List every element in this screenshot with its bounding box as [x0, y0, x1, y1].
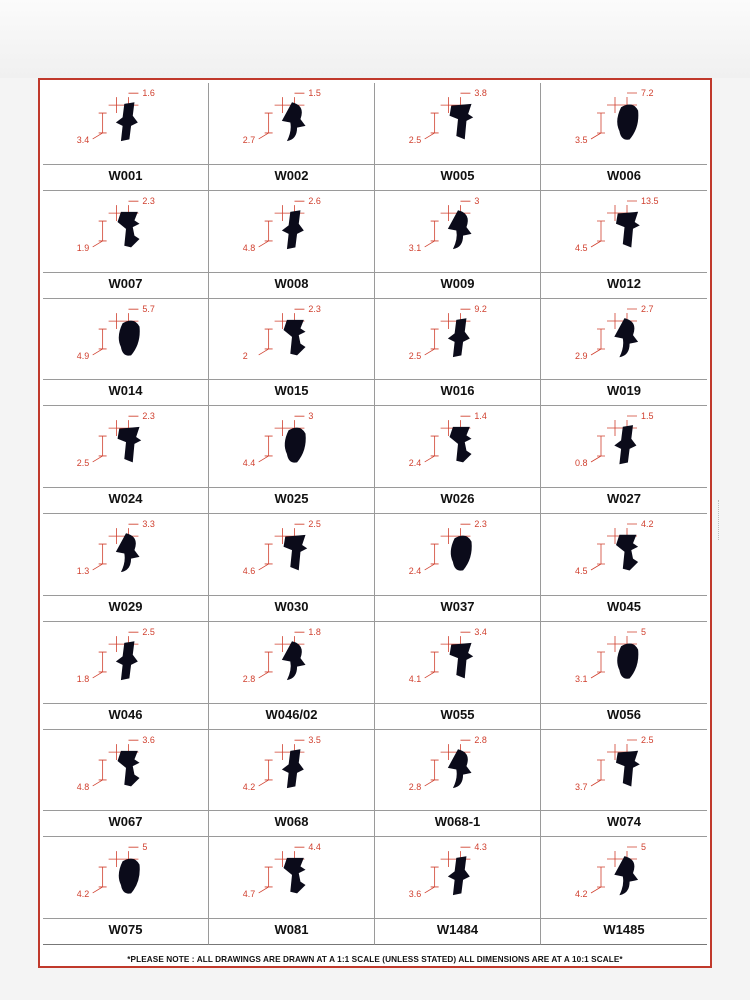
- profile-drawing: [43, 406, 208, 486]
- profile-drawing: [541, 730, 707, 810]
- profile-drawing-svg: [541, 406, 707, 486]
- seal-profile-icon: [616, 750, 640, 786]
- dimension-label-width: 5.7: [142, 303, 155, 314]
- dimension-label-height: 3.4: [76, 134, 90, 145]
- dimension-label-width: 2.8: [474, 734, 487, 745]
- seal-profile-icon: [448, 210, 472, 249]
- dimension-label-height: 4.2: [575, 889, 588, 900]
- dimension-label-width: 5: [641, 626, 647, 637]
- dimension-lines: [93, 867, 107, 893]
- profile-drawing-svg: [541, 622, 707, 702]
- dimension-lines: [259, 113, 273, 139]
- dimension-label-width: 1.5: [308, 88, 321, 99]
- seal-profile-icon: [450, 104, 474, 139]
- dimension-label-width: 3.6: [142, 734, 155, 745]
- seal-profile-icon: [119, 859, 140, 894]
- dimension-label-height: 4.9: [76, 350, 90, 361]
- seal-profile-icon: [116, 102, 138, 141]
- profile-cell: [375, 83, 541, 191]
- dimension-lines: [93, 544, 107, 570]
- dimension-label-width: 2.7: [641, 303, 654, 314]
- seal-profile-icon: [282, 210, 304, 249]
- profile-drawing: [375, 730, 540, 810]
- dimension-label-width: 2.5: [308, 519, 321, 530]
- dimension-lines: [259, 329, 273, 355]
- dimension-lines: [591, 329, 605, 355]
- profile-drawing: [43, 191, 208, 271]
- profile-drawing: [43, 730, 208, 810]
- profile-code: W046: [43, 703, 208, 725]
- profile-drawing: [541, 622, 707, 702]
- dimension-label-height: 2.8: [408, 781, 422, 792]
- dimension-lines: [591, 544, 605, 570]
- seal-profile-icon: [284, 319, 306, 354]
- dimension-lines: [425, 436, 439, 462]
- seal-profile-icon: [282, 749, 304, 788]
- profile-drawing-svg: [209, 514, 374, 594]
- profile-drawing: [209, 622, 374, 702]
- profile-code: W081: [209, 918, 374, 940]
- profile-drawing-svg: [541, 514, 707, 594]
- page-header-fade: [0, 0, 750, 78]
- dimension-label-width: 1.4: [474, 411, 487, 422]
- dimension-lines: [259, 652, 273, 678]
- dimension-label-height: 2.5: [76, 458, 90, 469]
- dimension-label-width: 3: [308, 411, 314, 422]
- dimension-label-height: 2.8: [242, 673, 256, 684]
- dimension-label-height: 2.5: [408, 134, 422, 145]
- dimension-label-width: 2.6: [308, 195, 321, 206]
- dimension-label-width: 4.2: [641, 519, 654, 529]
- profile-drawing-svg: [209, 299, 374, 379]
- profile-cell: [43, 730, 209, 838]
- dimension-lines: [425, 221, 439, 247]
- seal-profile-icon: [450, 427, 472, 462]
- dimension-label-height: 4.2: [76, 889, 90, 900]
- dimension-lines: [259, 221, 273, 247]
- dimension-label-height: 2: [242, 350, 248, 361]
- profile-code: W055: [375, 703, 540, 725]
- seal-profile-icon: [119, 320, 140, 355]
- dimension-label-width: 13.5: [641, 195, 659, 206]
- profile-drawing: [375, 514, 540, 594]
- seal-profile-icon: [284, 535, 308, 570]
- dimension-lines: [425, 760, 439, 786]
- dimension-label-width: 2.3: [142, 411, 155, 422]
- dimension-label-height: 2.9: [575, 350, 588, 361]
- profile-drawing-svg: [209, 83, 374, 163]
- profile-code: W008: [209, 272, 374, 294]
- profile-code: W075: [43, 918, 208, 940]
- dimension-label-width: 3.4: [474, 626, 487, 637]
- dimension-lines: [93, 221, 107, 247]
- profile-drawing: [209, 406, 374, 486]
- profile-cell: [541, 299, 707, 407]
- profile-drawing: [209, 730, 374, 810]
- seal-profile-icon: [614, 318, 638, 357]
- profile-code: W026: [375, 487, 540, 509]
- profile-drawing: [209, 299, 374, 379]
- profile-drawing-svg: [43, 837, 208, 917]
- dimension-label-width: 2.5: [641, 734, 654, 745]
- dimension-label-height: 3.6: [408, 889, 422, 900]
- profile-cell: [209, 514, 375, 622]
- dimension-label-width: 3.8: [474, 88, 487, 99]
- profile-cell: [375, 730, 541, 838]
- dimension-label-width: 5: [142, 842, 148, 853]
- profile-drawing-svg: [43, 514, 208, 594]
- dimension-label-height: 1.8: [76, 673, 90, 684]
- dimension-label-width: 1.5: [641, 411, 654, 422]
- profile-code: W067: [43, 810, 208, 832]
- dimension-label-height: 0.8: [575, 458, 588, 469]
- dimension-label-height: 1.9: [76, 242, 90, 253]
- dimension-label-height: 4.7: [242, 889, 256, 900]
- profile-drawing: [541, 191, 707, 271]
- dimension-label-height: 2.7: [242, 134, 256, 145]
- dimension-label-width: 2.3: [474, 519, 487, 530]
- dimension-lines: [93, 760, 107, 786]
- seal-profile-icon: [448, 856, 470, 895]
- profile-cell: [375, 406, 541, 514]
- profile-code: W046/02: [209, 703, 374, 725]
- profile-drawing-svg: [209, 730, 374, 810]
- profile-cell: [209, 837, 375, 945]
- profile-drawing-svg: [43, 83, 208, 163]
- profile-cell: [541, 514, 707, 622]
- profile-cell: [541, 406, 707, 514]
- profile-cell: [375, 191, 541, 299]
- profile-cell: [541, 837, 707, 945]
- dimension-label-width: 3.3: [142, 519, 155, 530]
- dimension-label-width: 5: [641, 842, 647, 853]
- dimension-label-width: 1.8: [308, 626, 321, 637]
- profile-cell: [541, 191, 707, 299]
- seal-profile-icon: [284, 858, 306, 893]
- dimension-label-height: 4.5: [575, 242, 588, 253]
- dimension-lines: [425, 113, 439, 139]
- profile-drawing-svg: [375, 191, 540, 271]
- profile-cell: [541, 83, 707, 191]
- profile-code: W009: [375, 272, 540, 294]
- profile-drawing: [375, 83, 540, 163]
- profile-grid: [43, 83, 707, 945]
- dimension-lines: [425, 652, 439, 678]
- dimension-lines: [591, 867, 605, 893]
- profile-drawing-svg: [43, 191, 208, 271]
- dimension-label-height: 2.5: [408, 350, 422, 361]
- profile-cell: [43, 514, 209, 622]
- profile-code: W068-1: [375, 810, 540, 832]
- profile-drawing: [541, 514, 707, 594]
- dimension-label-width: 2.5: [142, 626, 155, 637]
- profile-cell: [375, 514, 541, 622]
- profile-drawing: [375, 622, 540, 702]
- profile-code: W025: [209, 487, 374, 509]
- scale-note: *PLEASE NOTE : ALL DRAWINGS ARE DRAWN AT A 1:1 SCALE (UNLESS STATED) ALL DIMENSIONS ARE AT A 10:1 SCALE*: [127, 955, 623, 964]
- dimension-label-width: 3: [474, 195, 480, 206]
- profile-code: W012: [541, 272, 707, 294]
- dimension-label-height: 4.5: [575, 566, 588, 576]
- seal-profile-icon: [118, 427, 142, 462]
- profile-drawing-svg: [209, 406, 374, 486]
- profile-code: W015: [209, 379, 374, 401]
- profile-code: W006: [541, 164, 707, 186]
- dimension-label-height: 2.4: [408, 565, 422, 576]
- profile-cell: [43, 83, 209, 191]
- profile-cell: [209, 83, 375, 191]
- dimension-lines: [425, 544, 439, 570]
- profile-drawing: [209, 837, 374, 917]
- profile-drawing-svg: [375, 299, 540, 379]
- seal-profile-icon: [614, 425, 636, 464]
- profile-drawing: [43, 299, 208, 379]
- profile-drawing-svg: [375, 406, 540, 486]
- profile-code: W016: [375, 379, 540, 401]
- profile-drawing-svg: [541, 191, 707, 271]
- profile-drawing-svg: [43, 406, 208, 486]
- seal-profile-icon: [617, 643, 638, 678]
- profile-drawing: [43, 622, 208, 702]
- dimension-lines: [93, 436, 107, 462]
- profile-code: W027: [541, 487, 707, 509]
- profile-drawing: [209, 83, 374, 163]
- profile-drawing: [541, 406, 707, 486]
- dimension-label-width: 4.3: [474, 842, 487, 853]
- profile-cell: [43, 299, 209, 407]
- dimension-lines: [591, 221, 605, 247]
- profile-drawing: [541, 83, 707, 163]
- profile-drawing: [209, 191, 374, 271]
- seal-profile-icon: [116, 641, 138, 680]
- profile-drawing: [375, 299, 540, 379]
- dimension-label-height: 3.7: [575, 781, 588, 792]
- profile-cell: [541, 730, 707, 838]
- dimension-lines: [425, 867, 439, 893]
- profile-code: W002: [209, 164, 374, 186]
- profile-code: W005: [375, 164, 540, 186]
- profile-code: W019: [541, 379, 707, 401]
- dimension-label-height: 4.1: [408, 673, 422, 684]
- profile-cell: [209, 622, 375, 730]
- profile-cell: [375, 622, 541, 730]
- seal-profile-icon: [282, 641, 306, 680]
- seal-profile-icon: [118, 750, 140, 785]
- seal-profile-icon: [116, 533, 140, 572]
- dimension-lines: [259, 867, 273, 893]
- dimension-label-width: 1.6: [142, 88, 155, 99]
- profile-drawing-svg: [43, 299, 208, 379]
- seal-profile-catalog-sheet: [38, 78, 712, 968]
- dimension-label-height: 3.1: [575, 673, 588, 684]
- profile-code: W1485: [541, 918, 707, 940]
- profile-drawing: [43, 837, 208, 917]
- dimension-label-height: 4.8: [76, 781, 90, 792]
- profile-code: W001: [43, 164, 208, 186]
- dimension-label-width: 2.3: [308, 303, 321, 314]
- profile-cell: [209, 191, 375, 299]
- seal-profile-icon: [448, 318, 470, 357]
- seal-profile-icon: [614, 856, 638, 895]
- profile-cell: [375, 299, 541, 407]
- profile-drawing-svg: [209, 837, 374, 917]
- seal-profile-icon: [118, 212, 140, 247]
- profile-cell: [209, 406, 375, 514]
- profile-drawing: [541, 837, 707, 917]
- profile-code: W029: [43, 595, 208, 617]
- profile-cell: [541, 622, 707, 730]
- dimension-lines: [259, 436, 273, 462]
- profile-drawing-svg: [375, 514, 540, 594]
- profile-code: W074: [541, 810, 707, 832]
- profile-code: W068: [209, 810, 374, 832]
- profile-cell: [375, 837, 541, 945]
- dimension-label-width: 4.4: [308, 842, 321, 853]
- profile-code: W037: [375, 595, 540, 617]
- dimension-lines: [93, 113, 107, 139]
- profile-drawing-svg: [541, 837, 707, 917]
- profile-code: W056: [541, 703, 707, 725]
- profile-code: W045: [541, 595, 707, 617]
- dimension-label-height: 4.6: [242, 565, 256, 576]
- seal-profile-icon: [448, 749, 472, 788]
- profile-drawing: [375, 837, 540, 917]
- seal-profile-icon: [450, 643, 474, 678]
- profile-drawing-svg: [541, 299, 707, 379]
- seal-profile-icon: [617, 104, 638, 139]
- profile-drawing-svg: [541, 730, 707, 810]
- profile-drawing: [209, 514, 374, 594]
- profile-drawing-svg: [209, 622, 374, 702]
- dimension-label-height: 4.8: [242, 242, 256, 253]
- profile-code: W014: [43, 379, 208, 401]
- profile-drawing: [43, 83, 208, 163]
- dimension-label-height: 4.2: [242, 781, 256, 792]
- dimension-lines: [425, 329, 439, 355]
- profile-cell: [43, 191, 209, 299]
- dimension-lines: [93, 329, 107, 355]
- dimension-label-height: 2.4: [408, 458, 422, 469]
- profile-drawing-svg: [541, 83, 707, 163]
- profile-cell: [43, 622, 209, 730]
- seal-profile-icon: [282, 102, 306, 141]
- profile-drawing: [541, 299, 707, 379]
- profile-cell: [209, 299, 375, 407]
- dimension-label-width: 7.2: [641, 88, 654, 98]
- dimension-label-height: 1.3: [76, 565, 90, 576]
- profile-cell: [209, 730, 375, 838]
- profile-code: W030: [209, 595, 374, 617]
- dimension-label-height: 3.5: [575, 135, 588, 145]
- profile-code: W007: [43, 272, 208, 294]
- seal-profile-icon: [616, 212, 640, 248]
- profile-drawing-svg: [375, 83, 540, 163]
- profile-drawing-svg: [43, 730, 208, 810]
- profile-cell: [43, 837, 209, 945]
- dimension-label-height: 3.1: [408, 242, 422, 253]
- profile-cell: [43, 406, 209, 514]
- seal-profile-icon: [451, 536, 472, 571]
- seal-profile-icon: [616, 535, 638, 571]
- profile-drawing: [43, 514, 208, 594]
- dimension-lines: [591, 113, 605, 139]
- dimension-label-width: 3.5: [308, 734, 321, 745]
- dimension-lines: [591, 652, 605, 678]
- dimension-lines: [93, 652, 107, 678]
- profile-drawing: [375, 191, 540, 271]
- dimension-label-height: 4.4: [242, 458, 256, 469]
- seal-profile-icon: [285, 428, 306, 463]
- dimension-label-width: 2.3: [142, 195, 155, 206]
- profile-drawing-svg: [43, 622, 208, 702]
- profile-drawing-svg: [375, 837, 540, 917]
- profile-drawing: [375, 406, 540, 486]
- margin-mark: [718, 500, 725, 540]
- profile-code: W1484: [375, 918, 540, 940]
- dimension-lines: [259, 544, 273, 570]
- profile-drawing-svg: [375, 622, 540, 702]
- dimension-lines: [259, 760, 273, 786]
- dimension-label-width: 9.2: [474, 303, 487, 314]
- profile-drawing-svg: [209, 191, 374, 271]
- profile-drawing-svg: [375, 730, 540, 810]
- dimension-lines: [591, 436, 605, 462]
- dimension-lines: [591, 760, 605, 786]
- profile-code: W024: [43, 487, 208, 509]
